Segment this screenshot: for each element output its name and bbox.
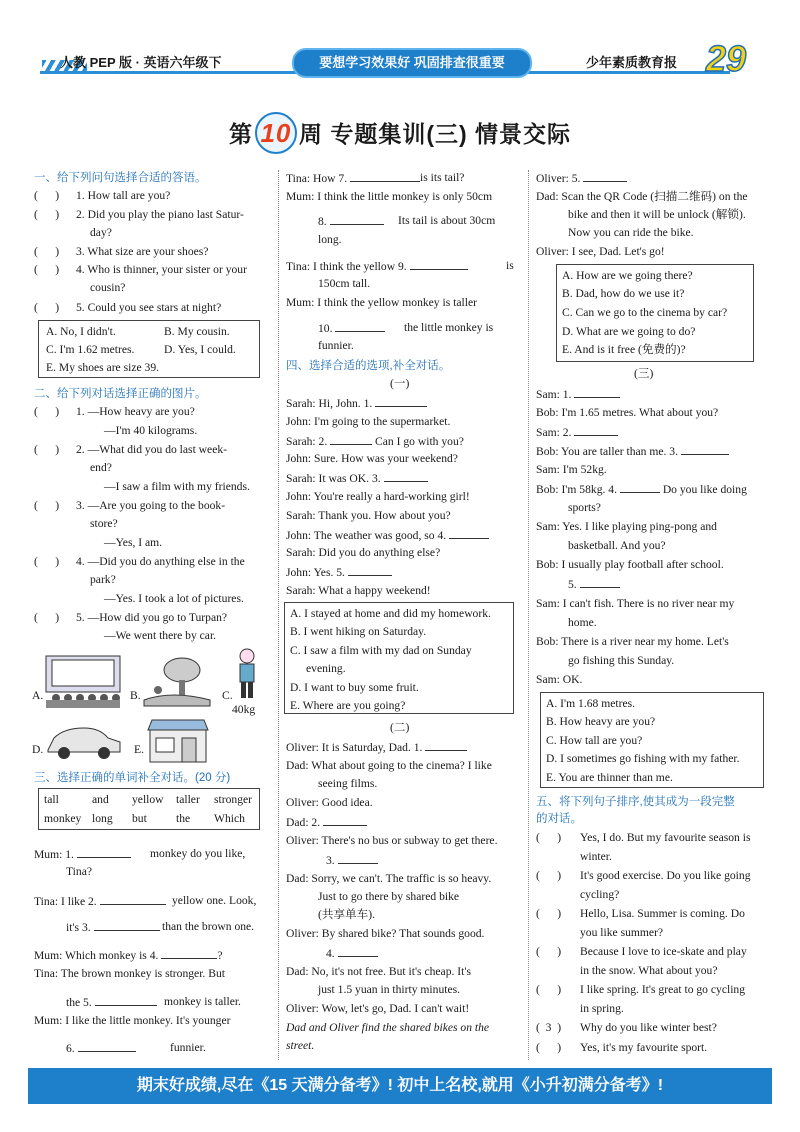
word: tall	[44, 793, 59, 806]
blank-2[interactable]	[100, 893, 166, 905]
sentence: Because I love to ice-skate and play	[580, 945, 747, 958]
option: C. I saw a film with my dad on Sunday	[290, 644, 472, 657]
dialog-line: 3.	[326, 852, 378, 869]
option: E. And is it free (免费的)?	[562, 343, 686, 356]
word: the	[176, 812, 191, 825]
dialog-line: Sarah: What a happy weekend!	[286, 584, 431, 597]
page-title	[0, 112, 800, 152]
dialog-line: home.	[568, 616, 597, 629]
dialog-line: 5.	[568, 576, 620, 593]
option: D. I sometimes go fishing with my father.	[546, 752, 740, 765]
dialog-line: Dad: No, it's not free. But it's cheap. It's	[286, 965, 471, 978]
dialog-line: Dad: Sorry, we can't. The traffic is so heavy.	[286, 872, 492, 885]
dialog-2-reply: —I saw a film with my friends.	[104, 480, 250, 493]
dialog-3-cont: store?	[90, 517, 118, 530]
blank[interactable]	[330, 433, 372, 445]
dialog-line: Mum: I think the yellow monkey is taller	[286, 296, 477, 309]
dialog-line: Sam: I can't fish. There is no river near my	[536, 597, 735, 610]
blank[interactable]	[384, 470, 428, 482]
option: B. How heavy are you?	[546, 715, 656, 728]
answer-bracket[interactable]: ( )	[34, 245, 60, 258]
dialog-3-reply: —Yes, I am.	[104, 536, 163, 549]
dialog-line: just 1.5 yuan in thirty minutes.	[318, 983, 461, 996]
narration-line: street.	[286, 1039, 315, 1052]
dialog-1: 1. —How heavy are you?	[76, 405, 195, 418]
part-label: (二)	[390, 721, 410, 734]
footer-banner: 期末好成绩,尽在《15 天满分备考》! 初中上名校,就用《小升初满分备考》!	[28, 1068, 772, 1104]
blank[interactable]	[338, 945, 378, 957]
sentence: I like spring. It's great to go cycling	[580, 983, 746, 996]
word: yellow	[132, 793, 164, 806]
sentence: cycling?	[580, 888, 620, 901]
section-2-heading: 二、给下列对话选择正确的图片。	[34, 388, 207, 400]
dialog-line: Sarah: It was OK. 3.	[286, 470, 428, 487]
answer-bracket[interactable]: ( )	[536, 907, 562, 920]
dialog-line: long.	[318, 233, 342, 246]
dialog-line: Tina: The brown monkey is stronger. But	[34, 967, 225, 980]
dialog-line: Bob: I'm 1.65 metres. What about you?	[536, 406, 719, 419]
option: E. Where are you going?	[290, 699, 406, 712]
question-4-cont: cousin?	[90, 281, 126, 294]
answer-bracket[interactable]: ( )	[536, 983, 562, 996]
answer-bracket[interactable]: ( )	[34, 189, 60, 202]
week-number: 10	[255, 112, 297, 154]
dialog-line: Oliver: I see, Dad. Let's go!	[536, 245, 665, 258]
picture-label-d: D.	[32, 743, 44, 756]
blank-4[interactable]	[161, 947, 217, 959]
column-divider	[528, 170, 529, 1060]
blank[interactable]	[348, 564, 392, 576]
word: Which	[214, 812, 245, 825]
dialog-line: funnier.	[318, 339, 354, 352]
option-b: B. My cousin.	[164, 325, 230, 338]
dialog-line: Just to go there by shared bike	[318, 890, 460, 903]
dialog-line: Its tail is about 30cm	[398, 214, 496, 227]
option: E. You are thinner than me.	[546, 771, 673, 784]
dialog-line: the little monkey is	[404, 321, 494, 334]
dialog-5-reply: —We went there by car.	[104, 629, 217, 642]
answer-bracket[interactable]: ( )	[536, 945, 562, 958]
dialog-line: Sarah: 2. Can I go with you?	[286, 435, 464, 448]
dialog-line: Oliver: By shared bike? That sounds good.	[286, 927, 485, 940]
dialog-line: Sarah: Hi, John. 1.	[286, 395, 427, 412]
dialog-4: 4. —Did you do anything else in the	[76, 555, 245, 568]
sentence: Hello, Lisa. Summer is coming. Do	[580, 907, 745, 920]
answer-bracket-filled[interactable]: ( 3 )	[536, 1021, 562, 1034]
blank-1[interactable]	[77, 846, 131, 858]
answer-bracket[interactable]: ( )	[34, 611, 60, 624]
dialog-line: Sam: Yes. I like playing ping-pong and	[536, 520, 717, 533]
answer-bracket[interactable]: ( )	[34, 555, 60, 568]
option: A. How are we going there?	[562, 269, 693, 282]
blank[interactable]	[449, 527, 489, 539]
cinema-picture	[44, 654, 122, 709]
sentence: Why do you like winter best?	[580, 1021, 717, 1034]
blank[interactable]	[620, 481, 660, 493]
blank[interactable]	[425, 739, 467, 751]
word: monkey	[44, 812, 82, 825]
sentence: Yes, it's my favourite sport.	[580, 1041, 708, 1054]
sentence: winter.	[580, 850, 612, 863]
part-label: (一)	[390, 377, 410, 390]
dialog-line: seeing films.	[318, 777, 378, 790]
dialog-line: monkey do you like,	[150, 847, 246, 860]
dialog-line: Oliver: There's no bus or subway to get there.	[286, 834, 498, 847]
dialog-line: (共享单车).	[318, 908, 375, 921]
dialog-line: Sam: 2.	[536, 424, 618, 441]
dialog-line: monkey is taller.	[164, 995, 241, 1008]
dialog-4-cont: park?	[90, 573, 116, 586]
dialog-line: is	[506, 259, 514, 272]
dialog-line: Oliver: Wow, let's go, Dad. I can't wait!	[286, 1002, 470, 1015]
dialog-line: Bob: I'm 58kg. 4. Do you like doing	[536, 483, 747, 496]
dialog-line: Tina?	[66, 865, 92, 878]
dialog-line: Bob: You are taller than me. 3.	[536, 443, 729, 460]
section-5-heading-cont: 的对话。	[536, 813, 582, 825]
dialog-3: 3. —Are you going to the book-	[76, 499, 226, 512]
answer-bracket[interactable]: ( )	[536, 831, 562, 844]
dialog-line: funnier.	[170, 1041, 206, 1054]
word: long	[92, 812, 113, 825]
sentence: It's good exercise. Do you like going	[580, 869, 751, 882]
option: evening.	[306, 662, 346, 675]
option: A. I stayed at home and did my homework.	[290, 607, 491, 620]
blank-5[interactable]	[95, 994, 157, 1006]
question-2: 2. Did you play the piano last Satur-	[76, 208, 244, 221]
dialog-line: the 5.	[66, 994, 157, 1011]
blank-6[interactable]	[78, 1040, 136, 1052]
word: taller	[176, 793, 200, 806]
picture-label-b: B.	[130, 689, 141, 702]
question-2-cont: day?	[90, 226, 112, 239]
answer-bracket[interactable]: ( )	[34, 405, 60, 418]
option: B. Dad, how do we use it?	[562, 287, 685, 300]
blank[interactable]	[574, 424, 618, 436]
given-answer: 3	[545, 1021, 552, 1034]
option: B. I went hiking on Saturday.	[290, 625, 427, 638]
boy-picture	[234, 648, 260, 702]
option: A. I'm 1.68 metres.	[546, 697, 636, 710]
park-picture	[142, 656, 212, 708]
sentence: in the snow. What about you?	[580, 964, 718, 977]
picture-label-e: E.	[134, 743, 144, 756]
dialog-line: 8.	[318, 213, 384, 230]
answer-bracket[interactable]: ( )	[34, 443, 60, 456]
dialog-2-cont: end?	[90, 461, 112, 474]
dialog-line: go fishing this Sunday.	[568, 654, 675, 667]
part-label: (三)	[634, 367, 654, 380]
answer-bracket[interactable]: ( )	[536, 869, 562, 882]
question-4: 4. Who is thinner, your sister or your	[76, 263, 247, 276]
answer-bracket[interactable]: ( )	[34, 301, 60, 314]
question-5: 5. Could you see stars at night?	[76, 301, 222, 314]
bookstore-picture	[146, 716, 210, 764]
answer-bracket[interactable]: ( )	[34, 263, 60, 276]
dialog-5: 5. —How did you go to Turpan?	[76, 611, 228, 624]
question-3: 3. What size are your shoes?	[76, 245, 209, 258]
dialog-line: Oliver: 5.	[536, 170, 627, 187]
sentence: Yes, I do. But my favourite season is	[580, 831, 751, 844]
blank[interactable]	[583, 170, 627, 182]
dialog-4-reply: —Yes. I took a lot of pictures.	[104, 592, 244, 605]
dialog-line: John: The weather was good, so 4.	[286, 527, 489, 544]
page-number: 29	[706, 38, 747, 79]
page-header	[0, 0, 800, 95]
title-prefix: 第	[228, 121, 253, 147]
picture-label-a: A.	[32, 689, 44, 702]
blank[interactable]	[580, 576, 620, 588]
option: C. How tall are you?	[546, 734, 643, 747]
word: and	[92, 793, 109, 806]
dialog-line: basketball. And you?	[568, 539, 666, 552]
newspaper-name: 少年素质教育报	[586, 55, 678, 70]
dialog-line: Dad: Scan the QR Code (扫描二维码) on the	[536, 190, 748, 203]
answer-bracket[interactable]: ( )	[34, 208, 60, 221]
dialog-line: Tina: How 7.	[286, 170, 420, 187]
word: but	[132, 812, 147, 825]
dialog-line: is its tail?	[420, 171, 465, 184]
book-edition: 人教 PEP 版 · 英语六年级下	[60, 55, 222, 70]
section-3-heading: 三、选择正确的单词补全对话。(20 分)	[34, 772, 231, 784]
dialog-line: yellow one. Look,	[172, 894, 257, 907]
blank[interactable]	[375, 395, 427, 407]
dialog-line: 6.	[66, 1040, 136, 1057]
dialog-line: Sam: OK.	[536, 673, 583, 686]
dialog-line: Oliver: Good idea.	[286, 796, 373, 809]
dialog-line: Dad: What about going to the cinema? I like	[286, 759, 492, 772]
option-c: C. I'm 1.62 metres.	[46, 343, 135, 356]
title-text: 周 专题集训(三) 情景交际	[298, 121, 572, 147]
dialog-line: Sarah: Did you do anything else?	[286, 546, 441, 559]
dialog-line: Mum: Which monkey is 4. ?	[34, 949, 223, 962]
narration-line: Dad and Oliver find the shared bikes on the	[286, 1021, 490, 1034]
option: D. What are we going to do?	[562, 325, 696, 338]
blank-9[interactable]	[410, 258, 468, 270]
blank[interactable]	[574, 386, 620, 398]
dialog-line: Tina: I like 2.	[34, 893, 166, 910]
blank-7[interactable]	[350, 170, 420, 182]
dialog-1-reply: —I'm 40 kilograms.	[104, 424, 198, 437]
dialog-line: John: I'm going to the supermarket.	[286, 415, 451, 428]
sentence: you like summer?	[580, 926, 664, 939]
section-5-heading: 五、将下列句子排序,使其成为一段完整	[536, 796, 735, 808]
word: stronger	[214, 793, 252, 806]
dialog-line: Sam: I'm 52kg.	[536, 463, 607, 476]
blank[interactable]	[681, 443, 729, 455]
answer-bracket[interactable]: ( )	[34, 499, 60, 512]
dialog-line: than the brown one.	[162, 920, 255, 933]
dialog-line: Sarah: Thank you. How about you?	[286, 509, 451, 522]
dialog-line: John: You're really a hard-working girl!	[286, 490, 470, 503]
dialog-line: sports?	[568, 501, 601, 514]
dialog-line: Mum: I think the little monkey is only 50cm	[286, 190, 493, 203]
blank[interactable]	[323, 814, 367, 826]
dialog-line: John: Yes. 5.	[286, 564, 392, 581]
column-divider	[278, 170, 279, 1060]
dialog-line: Tina: I think the yellow 9.	[286, 258, 468, 275]
option-e: E. My shoes are size 39.	[46, 361, 160, 374]
option: D. I want to buy some fruit.	[290, 681, 419, 694]
dialog-line: John: Sure. How was your weekend?	[286, 452, 458, 465]
dialog-line: 4.	[326, 945, 378, 962]
section-1-heading: 一、给下列问句选择合适的答语。	[34, 172, 207, 184]
question-1: 1. How tall are you?	[76, 189, 171, 202]
slogan-banner: 要想学习效果好 巩固排查很重要	[292, 48, 532, 78]
dialog-line: 150cm tall.	[318, 277, 371, 290]
dialog-line: Now you can ride the bike.	[568, 226, 694, 239]
dialog-line: Bob: I usually play football after school.	[536, 558, 724, 571]
dialog-line: Oliver: It is Saturday, Dad. 1.	[286, 739, 467, 756]
answer-bracket[interactable]: ( )	[536, 1041, 562, 1054]
dialog-2: 2. —What did you do last week-	[76, 443, 228, 456]
blank[interactable]	[338, 852, 378, 864]
sentence: in spring.	[580, 1002, 624, 1015]
weight-label: 40kg	[232, 703, 256, 716]
option-d: D. Yes, I could.	[164, 343, 236, 356]
blank-3[interactable]	[94, 919, 160, 931]
car-picture	[44, 722, 124, 762]
dialog-line: Mum: 1.	[34, 846, 131, 863]
dialog-line: Sam: 1.	[536, 386, 620, 403]
dialog-line: Bob: There is a river near my home. Let's	[536, 635, 729, 648]
dialog-line: Mum: I like the little monkey. It's younger	[34, 1014, 231, 1027]
option-a: A. No, I didn't.	[46, 325, 116, 338]
dialog-line: 10.	[318, 320, 385, 337]
blank-8[interactable]	[330, 213, 384, 225]
picture-label-c: C.	[222, 689, 233, 702]
dialog-line: it's 3.	[66, 919, 160, 936]
dialog-line: Dad: 2.	[286, 814, 367, 831]
option: C. Can we go to the cinema by car?	[562, 306, 728, 319]
section-4-heading: 四、选择合适的选项,补全对话。	[286, 360, 451, 372]
dialog-line: bike and then it will be unlock (解锁).	[568, 208, 746, 221]
blank-10[interactable]	[335, 320, 385, 332]
